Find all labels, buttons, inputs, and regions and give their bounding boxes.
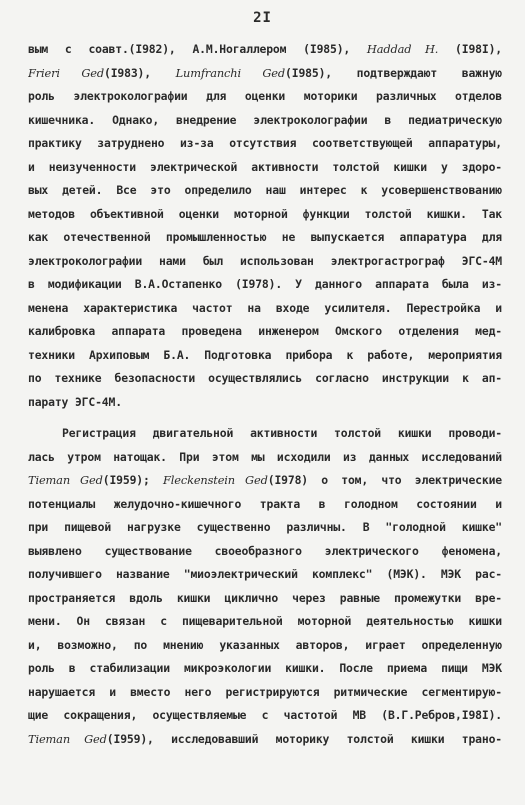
typed-text: (I983), bbox=[104, 65, 176, 80]
text-line bbox=[28, 38, 502, 62]
text-line bbox=[28, 367, 502, 391]
typed-text: щие сокращения, осуществляемые с частотой МВ (В.Г.Ребров,I98I). bbox=[28, 708, 502, 722]
text-line bbox=[28, 344, 502, 368]
text-line bbox=[28, 587, 502, 611]
typed-text: выявлено существование своеобразного электрического феномена, bbox=[28, 543, 502, 558]
text-line bbox=[28, 516, 502, 540]
body-text bbox=[28, 38, 502, 751]
text-line bbox=[28, 109, 502, 133]
text-line bbox=[28, 297, 502, 321]
typed-text: вых детей. Все это определило наш интерес к усовершенствованию bbox=[28, 183, 502, 197]
typed-text: вым с соавт.(I982), А.М.Ногаллером (I985), bbox=[28, 42, 367, 56]
text-line bbox=[28, 540, 502, 564]
text-line bbox=[28, 446, 502, 470]
typed-text: лась утром натощак. При этом мы исходили из данных исследований bbox=[28, 449, 502, 464]
typed-text: парату ЭГС-4М. bbox=[28, 394, 122, 409]
typed-text: потенциалы желудочно-кишечного тракта в голодном состоянии и bbox=[28, 496, 502, 511]
typed-text: нарушается и вместо него регистрируются ритмические сегментирую- bbox=[28, 684, 502, 699]
typed-text: роль в стабилизации микроэкологии кишки. После приема пищи МЭК bbox=[28, 661, 502, 675]
typed-text: получившего название "миоэлектрический комплекс" (МЭК). МЭК рас- bbox=[28, 567, 502, 581]
text-line bbox=[28, 85, 502, 109]
text-line bbox=[28, 226, 502, 250]
handwritten-citation: Tieman Ged bbox=[28, 473, 103, 487]
handwritten-citation: Frieri Ged bbox=[28, 65, 104, 80]
typed-text: и неизученности электрической активности толстой кишки у здоро- bbox=[28, 159, 502, 174]
typed-text: по технике безопасности осуществлялись согласно инструкции к ап- bbox=[28, 371, 502, 385]
handwritten-citation: Haddad H. bbox=[366, 42, 439, 56]
typed-text: и, возможно, по мнению указанных авторов, играет определенную bbox=[28, 637, 502, 652]
typed-text: калибровка аппарата проведена инженером Омского отделения мед- bbox=[28, 324, 502, 338]
typed-text: (I98I), bbox=[438, 42, 502, 56]
typed-text: при пищевой нагрузке существенно различны. В "голодной кишке" bbox=[28, 520, 502, 534]
typed-text: электроколографии нами был использован электрогастрограф ЭГС-4М bbox=[28, 253, 502, 268]
typed-text: кишечника. Однако, внедрение электроколографии в педиатрическую bbox=[28, 112, 502, 127]
typed-text: техники Архиповым Б.А. Подготовка прибора к работе, мероприятия bbox=[28, 347, 502, 362]
handwritten-citation: Fleckenstein Ged bbox=[163, 473, 268, 487]
text-line bbox=[28, 250, 502, 274]
handwritten-citation: Lumfranchi Ged bbox=[175, 65, 286, 80]
text-line bbox=[28, 728, 502, 752]
typed-text: как отечественной промышленностью не выпускается аппаратура для bbox=[28, 230, 502, 244]
text-line bbox=[28, 469, 502, 493]
text-line bbox=[28, 132, 502, 156]
text-line bbox=[28, 704, 502, 728]
typed-text: практику затруднено из-за отсутствия соответствующей аппаратуры, bbox=[28, 136, 502, 150]
text-line bbox=[28, 179, 502, 203]
typed-text: (I959), исследовавший моторику толстой кишки трано- bbox=[106, 731, 502, 746]
typed-text: менена характеристика частот на входе усилителя. Перестройка и bbox=[28, 300, 502, 315]
text-line bbox=[28, 273, 502, 297]
text-line bbox=[28, 681, 502, 705]
text-line bbox=[28, 156, 502, 180]
typed-text: пространяется вдоль кишки циклично через равные промежутки вре- bbox=[28, 590, 502, 605]
handwritten-citation: Tieman Ged bbox=[28, 731, 107, 746]
text-line bbox=[28, 634, 502, 658]
page-number: 2I bbox=[253, 10, 272, 26]
text-line bbox=[28, 610, 502, 634]
text-line bbox=[28, 563, 502, 587]
text-line bbox=[28, 493, 502, 517]
text-line bbox=[28, 657, 502, 681]
typed-text: Регистрация двигательной активности толстой кишки проводи- bbox=[62, 426, 502, 440]
text-line bbox=[28, 391, 502, 415]
text-line bbox=[28, 62, 502, 86]
typed-text: роль электроколографии для оценки моторики различных отделов bbox=[28, 89, 502, 103]
typed-text: в модификации В.А.Остапенко (I978). У данного аппарата была из- bbox=[28, 277, 502, 291]
typed-text: (I985), подтверждают важную bbox=[285, 65, 502, 80]
typed-text: методов объективной оценки моторной функции толстой кишки. Так bbox=[28, 206, 502, 221]
typed-text: (I959); bbox=[102, 473, 163, 487]
typed-text: (I978) о том, что электрические bbox=[267, 473, 502, 487]
typed-text: мени. Он связан с пищеварительной моторной деятельностью кишки bbox=[28, 614, 502, 628]
text-line bbox=[28, 422, 502, 446]
paragraph-spacer bbox=[28, 414, 502, 422]
text-line bbox=[28, 203, 502, 227]
text-line bbox=[28, 320, 502, 344]
